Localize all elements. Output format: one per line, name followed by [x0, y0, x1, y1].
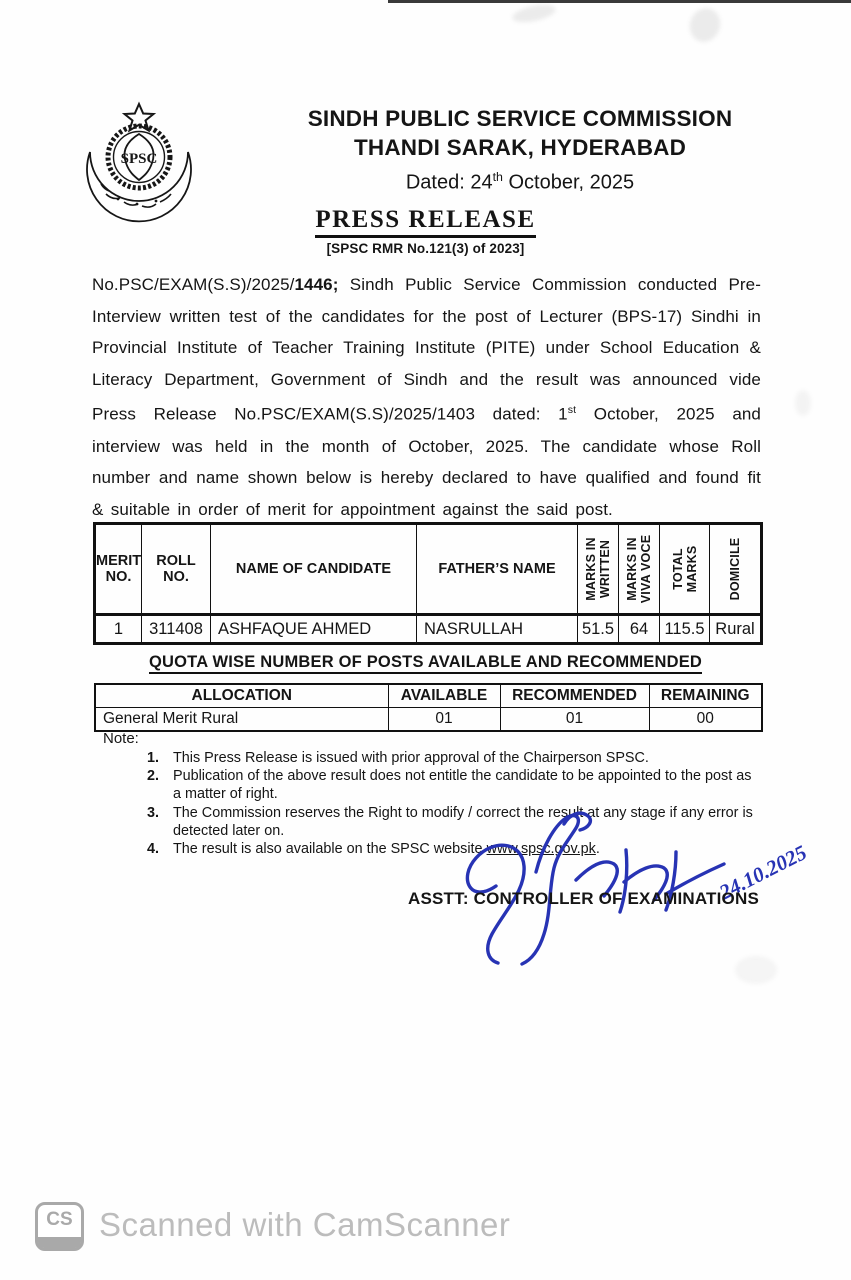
note-item: This Press Release is issued with prior approval of the Chairperson SPSC.: [173, 750, 649, 766]
note-item: The result is also available on the SPSC website www.spsc.gov.pk.: [173, 841, 600, 858]
notes-label: Note:: [103, 730, 139, 747]
table-cell-candidate-name: ASHFAQUE AHMED: [211, 615, 417, 644]
handwritten-date: 24.10.2025: [715, 840, 811, 905]
table-cell-available: 01: [388, 708, 500, 732]
body-paragraph: No.PSC/EXAM(S.S)/2025/1446; Sindh Public Service Commission conducted Pre-Interview written test of the candidates for the post of Lecturer (BPS-17) Sindhi in Provincial Institute of Teacher Training Institute (PITE) under School Education & Literacy Department, Government of Sindh and the result was announced vide Press Release No.PSC/EXAM(S.S)/2025/1403 dated: 1st October, 2025 and interview was held in the month of October, 2025. The candidate whose Roll number and name shown below is hereby declared to have qualified and found fit & suitable in order of merit for appointment against the said post.: [92, 275, 761, 519]
quota-header-row: [95, 684, 762, 708]
quota-section-title: QUOTA WISE NUMBER OF POSTS AVAILABLE AND RECOMMENDED: [0, 653, 851, 672]
quota-table: [94, 683, 763, 732]
release-number: 1446;: [294, 275, 339, 294]
table-header-cell: NAME OF CANDIDATE: [211, 524, 417, 615]
table-cell-roll-no: 311408: [142, 615, 211, 644]
handwritten-signature: [418, 808, 830, 968]
document-header: [240, 104, 800, 197]
table-header-cell: MARKS IN VIVA VOCE: [619, 524, 660, 615]
note-item: Publication of the above result does not entitle the candidate to be appointed to the post as a matter of right.: [173, 768, 752, 803]
table-header-cell: ROLL NO.: [142, 524, 211, 615]
scan-smudge: [511, 2, 557, 26]
camscanner-logo-icon: [35, 1202, 84, 1251]
scan-smudge: [795, 390, 811, 416]
table-header-cell: AVAILABLE: [388, 684, 500, 708]
date-line: Dated: 24th October, 2025: [405, 170, 635, 194]
spsc-website-link: www.spsc.gov.pk: [486, 841, 596, 858]
org-address: THANDI SARAK, HYDERABAD: [353, 135, 687, 160]
table-header-cell: TOTAL MARKS: [660, 524, 710, 615]
table-cell-merit-no: 1: [95, 615, 142, 644]
press-release-title: PRESS RELEASE: [315, 206, 535, 238]
table-header-cell: RECOMMENDED: [500, 684, 649, 708]
quota-data-row: [95, 708, 762, 732]
camscanner-watermark: Scanned with CamScanner: [99, 1206, 511, 1243]
table-header-cell: MARKS IN WRITTEN: [578, 524, 619, 615]
table-cell-allocation: General Merit Rural: [95, 708, 388, 732]
scan-edge-line: [388, 0, 851, 3]
table-header-cell: DOMICILE: [710, 524, 762, 615]
merit-table: [93, 522, 763, 645]
table-cell-marks-written: 51.5: [578, 615, 619, 644]
org-name: SINDH PUBLIC SERVICE COMMISSION: [307, 106, 733, 131]
table-cell-recommended: 01: [500, 708, 649, 732]
press-release-reference: [SPSC RMR No.121(3) of 2023]: [326, 241, 525, 256]
table-header-cell: FATHER’S NAME: [417, 524, 578, 615]
note-item: The Commission reserves the Right to modify / correct the result at any stage if any error is detected later on.: [173, 804, 753, 839]
table-header-cell: ALLOCATION: [95, 684, 388, 708]
scan-smudge: [685, 4, 725, 46]
table-cell-total-marks: 115.5: [660, 615, 710, 644]
table-cell-remaining: 00: [649, 708, 762, 732]
press-release-heading: [0, 206, 851, 256]
merit-header-row: [95, 524, 762, 615]
logo-text: SPSC: [120, 151, 158, 167]
table-header-cell: MERIT NO.: [95, 524, 142, 615]
officer-title: ASSTT: CONTROLLER OF EXAMINATIONS: [408, 889, 759, 908]
table-cell-domicile: Rural: [710, 615, 762, 644]
table-cell-father-name: NASRULLAH: [417, 615, 578, 644]
cs-letters: CS: [46, 1209, 73, 1230]
merit-data-row: [95, 615, 762, 644]
table-header-cell: REMAINING: [649, 684, 762, 708]
table-cell-marks-viva: 64: [619, 615, 660, 644]
cs-logo-band: [38, 1237, 81, 1248]
